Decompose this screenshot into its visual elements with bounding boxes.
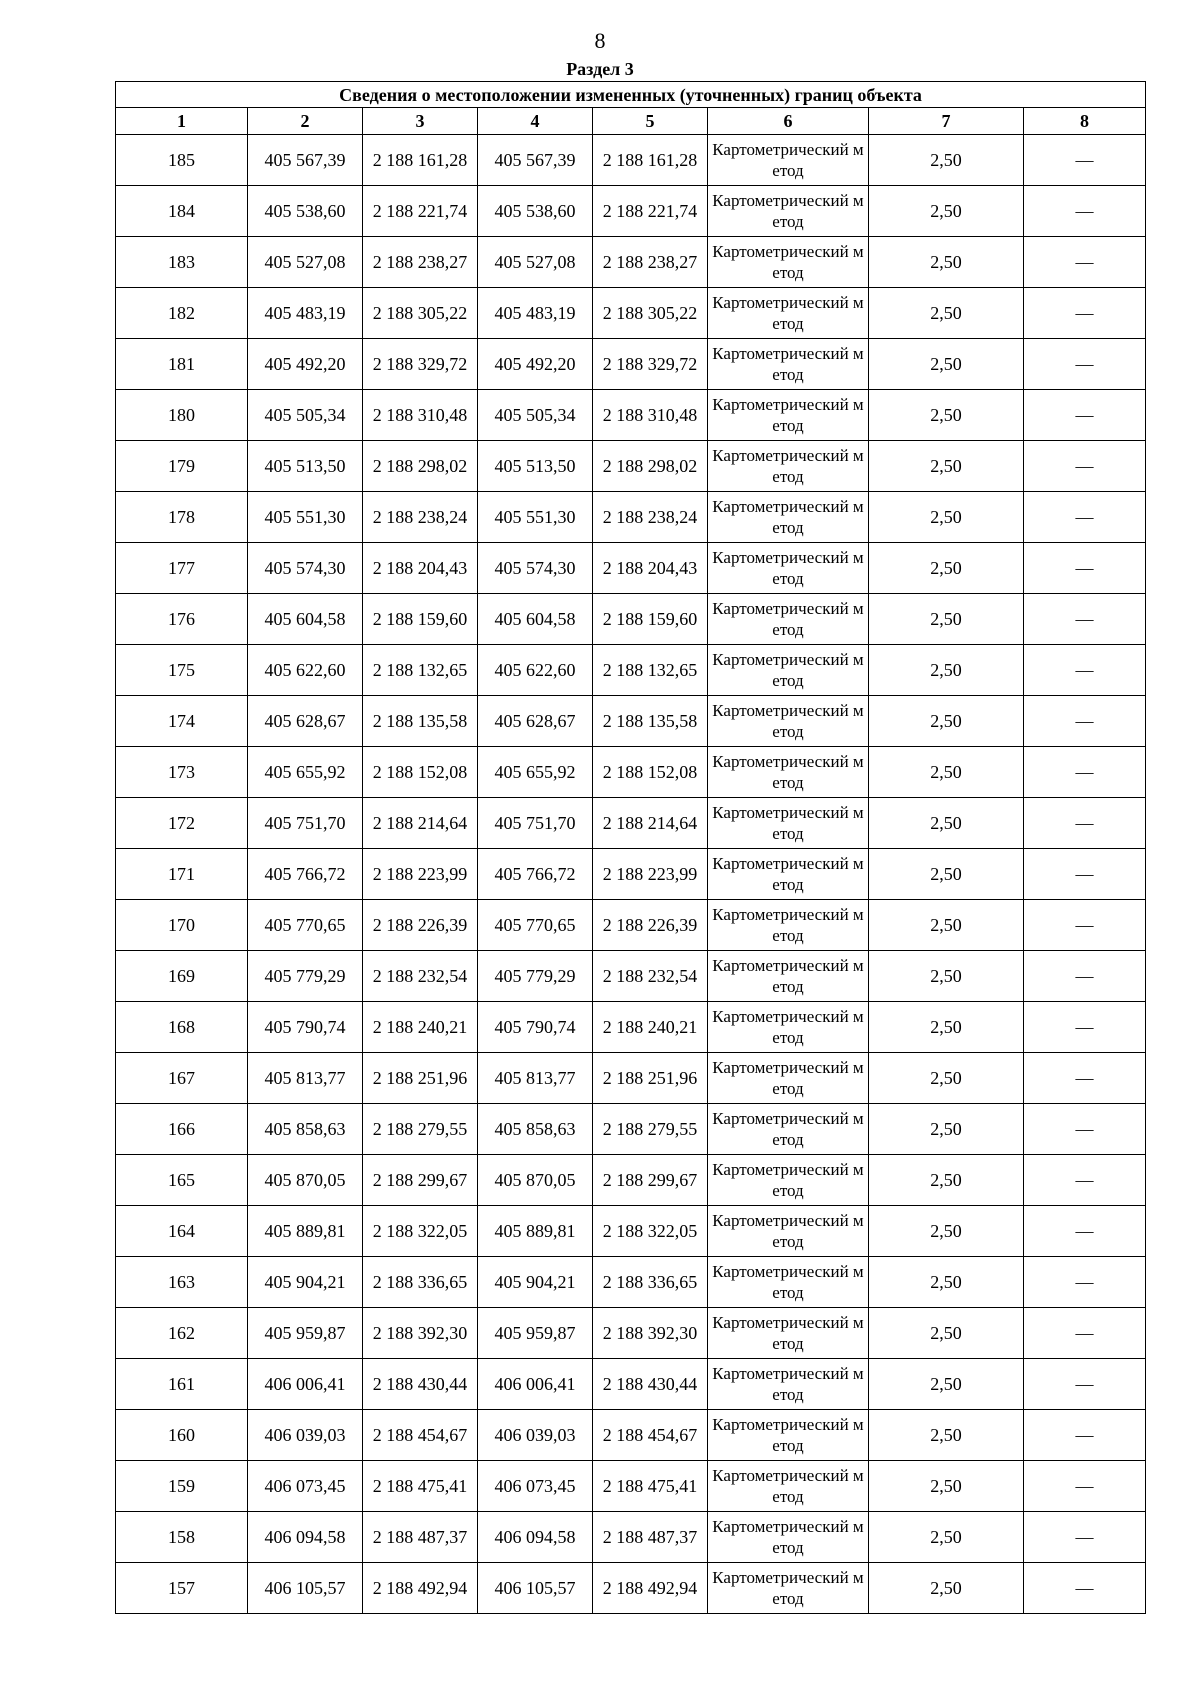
accuracy-cell: 2,50	[869, 1257, 1024, 1308]
x-existing-cell: 406 039,03	[248, 1410, 363, 1461]
x-existing-cell: 405 622,60	[248, 645, 363, 696]
table-body	[116, 135, 1146, 1614]
table-row	[116, 1563, 1146, 1614]
point-number-cell: 168	[116, 1002, 248, 1053]
column-number-7: 7	[869, 108, 1024, 135]
accuracy-cell: 2,50	[869, 1053, 1024, 1104]
x-new-cell: 405 870,05	[478, 1155, 593, 1206]
y-existing-cell: 2 188 159,60	[363, 594, 478, 645]
description-cell: —	[1024, 1206, 1146, 1257]
accuracy-cell: 2,50	[869, 696, 1024, 747]
method-cell: Картометрический метод	[708, 1104, 869, 1155]
point-number-cell: 178	[116, 492, 248, 543]
point-number-cell: 172	[116, 798, 248, 849]
x-new-cell: 405 492,20	[478, 339, 593, 390]
accuracy-cell: 2,50	[869, 798, 1024, 849]
column-number-4: 4	[478, 108, 593, 135]
table-row	[116, 288, 1146, 339]
y-new-cell: 2 188 221,74	[593, 186, 708, 237]
description-cell: —	[1024, 1308, 1146, 1359]
y-new-cell: 2 188 204,43	[593, 543, 708, 594]
description-cell: —	[1024, 1257, 1146, 1308]
accuracy-cell: 2,50	[869, 1002, 1024, 1053]
y-existing-cell: 2 188 221,74	[363, 186, 478, 237]
x-new-cell: 405 889,81	[478, 1206, 593, 1257]
y-existing-cell: 2 188 232,54	[363, 951, 478, 1002]
method-cell: Картометрический метод	[708, 645, 869, 696]
y-existing-cell: 2 188 329,72	[363, 339, 478, 390]
y-existing-cell: 2 188 475,41	[363, 1461, 478, 1512]
y-existing-cell: 2 188 305,22	[363, 288, 478, 339]
table-row	[116, 135, 1146, 186]
method-cell: Картометрический метод	[708, 1359, 869, 1410]
point-number-cell: 180	[116, 390, 248, 441]
description-cell: —	[1024, 1002, 1146, 1053]
y-new-cell: 2 188 238,24	[593, 492, 708, 543]
table-row	[116, 900, 1146, 951]
description-cell: —	[1024, 441, 1146, 492]
point-number-cell: 173	[116, 747, 248, 798]
y-new-cell: 2 188 475,41	[593, 1461, 708, 1512]
method-cell: Картометрический метод	[708, 1155, 869, 1206]
point-number-cell: 158	[116, 1512, 248, 1563]
y-existing-cell: 2 188 279,55	[363, 1104, 478, 1155]
description-cell: —	[1024, 543, 1146, 594]
accuracy-cell: 2,50	[869, 849, 1024, 900]
y-existing-cell: 2 188 226,39	[363, 900, 478, 951]
table-row	[116, 1155, 1146, 1206]
y-existing-cell: 2 188 214,64	[363, 798, 478, 849]
y-new-cell: 2 188 329,72	[593, 339, 708, 390]
x-new-cell: 405 655,92	[478, 747, 593, 798]
accuracy-cell: 2,50	[869, 390, 1024, 441]
y-existing-cell: 2 188 310,48	[363, 390, 478, 441]
table-row	[116, 1359, 1146, 1410]
y-new-cell: 2 188 336,65	[593, 1257, 708, 1308]
point-number-cell: 177	[116, 543, 248, 594]
table-row	[116, 1461, 1146, 1512]
y-new-cell: 2 188 240,21	[593, 1002, 708, 1053]
point-number-cell: 174	[116, 696, 248, 747]
accuracy-cell: 2,50	[869, 1461, 1024, 1512]
point-number-cell: 185	[116, 135, 248, 186]
accuracy-cell: 2,50	[869, 135, 1024, 186]
method-cell: Картометрический метод	[708, 900, 869, 951]
table-row	[116, 441, 1146, 492]
y-existing-cell: 2 188 238,27	[363, 237, 478, 288]
y-new-cell: 2 188 430,44	[593, 1359, 708, 1410]
y-new-cell: 2 188 305,22	[593, 288, 708, 339]
x-new-cell: 405 538,60	[478, 186, 593, 237]
method-cell: Картометрический метод	[708, 696, 869, 747]
method-cell: Картометрический метод	[708, 237, 869, 288]
table-row	[116, 1053, 1146, 1104]
x-new-cell: 405 551,30	[478, 492, 593, 543]
accuracy-cell: 2,50	[869, 288, 1024, 339]
table-row	[116, 1410, 1146, 1461]
x-new-cell: 406 105,57	[478, 1563, 593, 1614]
table-row	[116, 747, 1146, 798]
method-cell: Картометрический метод	[708, 441, 869, 492]
accuracy-cell: 2,50	[869, 441, 1024, 492]
table-row	[116, 543, 1146, 594]
point-number-cell: 162	[116, 1308, 248, 1359]
x-existing-cell: 405 492,20	[248, 339, 363, 390]
method-cell: Картометрический метод	[708, 1410, 869, 1461]
y-existing-cell: 2 188 298,02	[363, 441, 478, 492]
description-cell: —	[1024, 747, 1146, 798]
method-cell: Картометрический метод	[708, 186, 869, 237]
accuracy-cell: 2,50	[869, 237, 1024, 288]
x-new-cell: 405 766,72	[478, 849, 593, 900]
x-new-cell: 406 006,41	[478, 1359, 593, 1410]
y-new-cell: 2 188 310,48	[593, 390, 708, 441]
x-new-cell: 405 790,74	[478, 1002, 593, 1053]
x-new-cell: 405 604,58	[478, 594, 593, 645]
method-cell: Картометрический метод	[708, 339, 869, 390]
method-cell: Картометрический метод	[708, 390, 869, 441]
x-existing-cell: 405 527,08	[248, 237, 363, 288]
point-number-cell: 184	[116, 186, 248, 237]
description-cell: —	[1024, 696, 1146, 747]
x-new-cell: 405 751,70	[478, 798, 593, 849]
y-new-cell: 2 188 392,30	[593, 1308, 708, 1359]
y-new-cell: 2 188 226,39	[593, 900, 708, 951]
x-existing-cell: 405 813,77	[248, 1053, 363, 1104]
y-new-cell: 2 188 232,54	[593, 951, 708, 1002]
description-cell: —	[1024, 288, 1146, 339]
y-new-cell: 2 188 299,67	[593, 1155, 708, 1206]
x-new-cell: 405 904,21	[478, 1257, 593, 1308]
y-new-cell: 2 188 454,67	[593, 1410, 708, 1461]
x-new-cell: 405 770,65	[478, 900, 593, 951]
method-cell: Картометрический метод	[708, 1512, 869, 1563]
y-new-cell: 2 188 492,94	[593, 1563, 708, 1614]
y-existing-cell: 2 188 392,30	[363, 1308, 478, 1359]
x-existing-cell: 405 959,87	[248, 1308, 363, 1359]
point-number-cell: 176	[116, 594, 248, 645]
point-number-cell: 183	[116, 237, 248, 288]
x-new-cell: 406 039,03	[478, 1410, 593, 1461]
y-new-cell: 2 188 487,37	[593, 1512, 708, 1563]
x-existing-cell: 405 770,65	[248, 900, 363, 951]
x-existing-cell: 406 006,41	[248, 1359, 363, 1410]
description-cell: —	[1024, 900, 1146, 951]
description-cell: —	[1024, 135, 1146, 186]
y-existing-cell: 2 188 132,65	[363, 645, 478, 696]
y-new-cell: 2 188 322,05	[593, 1206, 708, 1257]
method-cell: Картометрический метод	[708, 492, 869, 543]
x-new-cell: 405 959,87	[478, 1308, 593, 1359]
point-number-cell: 182	[116, 288, 248, 339]
y-new-cell: 2 188 159,60	[593, 594, 708, 645]
accuracy-cell: 2,50	[869, 1104, 1024, 1155]
accuracy-cell: 2,50	[869, 1206, 1024, 1257]
x-new-cell: 405 858,63	[478, 1104, 593, 1155]
table-row	[116, 1512, 1146, 1563]
table-row	[116, 390, 1146, 441]
table-row	[116, 1104, 1146, 1155]
method-cell: Картометрический метод	[708, 1461, 869, 1512]
table-caption: Сведения о местоположении измененных (уточненных) границ объекта	[116, 82, 1146, 108]
y-new-cell: 2 188 279,55	[593, 1104, 708, 1155]
y-existing-cell: 2 188 492,94	[363, 1563, 478, 1614]
description-cell: —	[1024, 1155, 1146, 1206]
table-row	[116, 798, 1146, 849]
table-row	[116, 237, 1146, 288]
x-new-cell: 405 622,60	[478, 645, 593, 696]
point-number-cell: 165	[116, 1155, 248, 1206]
accuracy-cell: 2,50	[869, 1512, 1024, 1563]
accuracy-cell: 2,50	[869, 492, 1024, 543]
x-existing-cell: 405 628,67	[248, 696, 363, 747]
method-cell: Картометрический метод	[708, 951, 869, 1002]
point-number-cell: 175	[116, 645, 248, 696]
table-row	[116, 696, 1146, 747]
column-number-5: 5	[593, 108, 708, 135]
accuracy-cell: 2,50	[869, 1308, 1024, 1359]
method-cell: Картометрический метод	[708, 849, 869, 900]
x-existing-cell: 405 513,50	[248, 441, 363, 492]
point-number-cell: 164	[116, 1206, 248, 1257]
x-existing-cell: 405 904,21	[248, 1257, 363, 1308]
y-existing-cell: 2 188 487,37	[363, 1512, 478, 1563]
accuracy-cell: 2,50	[869, 543, 1024, 594]
description-cell: —	[1024, 1410, 1146, 1461]
x-existing-cell: 405 538,60	[248, 186, 363, 237]
x-existing-cell: 405 567,39	[248, 135, 363, 186]
y-new-cell: 2 188 214,64	[593, 798, 708, 849]
table-row	[116, 1206, 1146, 1257]
description-cell: —	[1024, 339, 1146, 390]
y-new-cell: 2 188 161,28	[593, 135, 708, 186]
method-cell: Картометрический метод	[708, 543, 869, 594]
x-existing-cell: 405 483,19	[248, 288, 363, 339]
table-row	[116, 645, 1146, 696]
method-cell: Картометрический метод	[708, 1257, 869, 1308]
y-new-cell: 2 188 223,99	[593, 849, 708, 900]
x-existing-cell: 405 505,34	[248, 390, 363, 441]
description-cell: —	[1024, 1053, 1146, 1104]
x-existing-cell: 405 655,92	[248, 747, 363, 798]
y-existing-cell: 2 188 238,24	[363, 492, 478, 543]
y-existing-cell: 2 188 240,21	[363, 1002, 478, 1053]
method-cell: Картометрический метод	[708, 135, 869, 186]
x-new-cell: 405 567,39	[478, 135, 593, 186]
x-existing-cell: 405 790,74	[248, 1002, 363, 1053]
y-existing-cell: 2 188 161,28	[363, 135, 478, 186]
y-existing-cell: 2 188 251,96	[363, 1053, 478, 1104]
x-new-cell: 405 527,08	[478, 237, 593, 288]
accuracy-cell: 2,50	[869, 339, 1024, 390]
y-existing-cell: 2 188 454,67	[363, 1410, 478, 1461]
table-row	[116, 186, 1146, 237]
x-new-cell: 406 094,58	[478, 1512, 593, 1563]
method-cell: Картометрический метод	[708, 747, 869, 798]
x-new-cell: 405 505,34	[478, 390, 593, 441]
table-row	[116, 1257, 1146, 1308]
x-new-cell: 405 574,30	[478, 543, 593, 594]
x-existing-cell: 405 766,72	[248, 849, 363, 900]
description-cell: —	[1024, 1104, 1146, 1155]
y-existing-cell: 2 188 152,08	[363, 747, 478, 798]
x-existing-cell: 406 094,58	[248, 1512, 363, 1563]
point-number-cell: 171	[116, 849, 248, 900]
section-title: Раздел 3	[566, 59, 634, 79]
method-cell: Картометрический метод	[708, 594, 869, 645]
x-existing-cell: 405 889,81	[248, 1206, 363, 1257]
accuracy-cell: 2,50	[869, 1563, 1024, 1614]
point-number-cell: 181	[116, 339, 248, 390]
y-new-cell: 2 188 298,02	[593, 441, 708, 492]
point-number-cell: 179	[116, 441, 248, 492]
description-cell: —	[1024, 849, 1146, 900]
accuracy-cell: 2,50	[869, 1155, 1024, 1206]
table-row	[116, 849, 1146, 900]
accuracy-cell: 2,50	[869, 645, 1024, 696]
x-new-cell: 405 483,19	[478, 288, 593, 339]
x-existing-cell: 405 551,30	[248, 492, 363, 543]
page-number: 8	[594, 28, 606, 53]
x-existing-cell: 406 105,57	[248, 1563, 363, 1614]
table-row	[116, 594, 1146, 645]
method-cell: Картометрический метод	[708, 1308, 869, 1359]
y-new-cell: 2 188 152,08	[593, 747, 708, 798]
accuracy-cell: 2,50	[869, 594, 1024, 645]
method-cell: Картометрический метод	[708, 1053, 869, 1104]
method-cell: Картометрический метод	[708, 1206, 869, 1257]
point-number-cell: 163	[116, 1257, 248, 1308]
accuracy-cell: 2,50	[869, 900, 1024, 951]
y-existing-cell: 2 188 430,44	[363, 1359, 478, 1410]
point-number-cell: 161	[116, 1359, 248, 1410]
description-cell: —	[1024, 645, 1146, 696]
point-number-cell: 166	[116, 1104, 248, 1155]
x-existing-cell: 405 779,29	[248, 951, 363, 1002]
column-number-3: 3	[363, 108, 478, 135]
table-row	[116, 492, 1146, 543]
table-row	[116, 1002, 1146, 1053]
table-row	[116, 951, 1146, 1002]
accuracy-cell: 2,50	[869, 186, 1024, 237]
y-new-cell: 2 188 238,27	[593, 237, 708, 288]
accuracy-cell: 2,50	[869, 1359, 1024, 1410]
description-cell: —	[1024, 390, 1146, 441]
method-cell: Картометрический метод	[708, 798, 869, 849]
x-existing-cell: 405 858,63	[248, 1104, 363, 1155]
x-existing-cell: 405 604,58	[248, 594, 363, 645]
column-number-2: 2	[248, 108, 363, 135]
coordinates-table	[115, 81, 1146, 1614]
column-number-8: 8	[1024, 108, 1146, 135]
y-existing-cell: 2 188 299,67	[363, 1155, 478, 1206]
y-existing-cell: 2 188 336,65	[363, 1257, 478, 1308]
description-cell: —	[1024, 1563, 1146, 1614]
x-new-cell: 406 073,45	[478, 1461, 593, 1512]
description-cell: —	[1024, 492, 1146, 543]
x-existing-cell: 405 870,05	[248, 1155, 363, 1206]
column-number-6: 6	[708, 108, 869, 135]
x-existing-cell: 405 574,30	[248, 543, 363, 594]
description-cell: —	[1024, 951, 1146, 1002]
x-existing-cell: 405 751,70	[248, 798, 363, 849]
description-cell: —	[1024, 798, 1146, 849]
y-new-cell: 2 188 251,96	[593, 1053, 708, 1104]
x-new-cell: 405 813,77	[478, 1053, 593, 1104]
point-number-cell: 159	[116, 1461, 248, 1512]
x-new-cell: 405 628,67	[478, 696, 593, 747]
y-existing-cell: 2 188 204,43	[363, 543, 478, 594]
point-number-cell: 169	[116, 951, 248, 1002]
description-cell: —	[1024, 594, 1146, 645]
table-row	[116, 339, 1146, 390]
y-new-cell: 2 188 132,65	[593, 645, 708, 696]
accuracy-cell: 2,50	[869, 951, 1024, 1002]
accuracy-cell: 2,50	[869, 1410, 1024, 1461]
y-existing-cell: 2 188 135,58	[363, 696, 478, 747]
accuracy-cell: 2,50	[869, 747, 1024, 798]
x-new-cell: 405 779,29	[478, 951, 593, 1002]
x-existing-cell: 406 073,45	[248, 1461, 363, 1512]
x-new-cell: 405 513,50	[478, 441, 593, 492]
description-cell: —	[1024, 1359, 1146, 1410]
table-row	[116, 1308, 1146, 1359]
point-number-cell: 157	[116, 1563, 248, 1614]
y-new-cell: 2 188 135,58	[593, 696, 708, 747]
point-number-cell: 170	[116, 900, 248, 951]
description-cell: —	[1024, 237, 1146, 288]
description-cell: —	[1024, 186, 1146, 237]
method-cell: Картометрический метод	[708, 1563, 869, 1614]
method-cell: Картометрический метод	[708, 1002, 869, 1053]
y-existing-cell: 2 188 223,99	[363, 849, 478, 900]
method-cell: Картометрический метод	[708, 288, 869, 339]
y-existing-cell: 2 188 322,05	[363, 1206, 478, 1257]
description-cell: —	[1024, 1461, 1146, 1512]
point-number-cell: 160	[116, 1410, 248, 1461]
description-cell: —	[1024, 1512, 1146, 1563]
column-number-1: 1	[116, 108, 248, 135]
point-number-cell: 167	[116, 1053, 248, 1104]
column-number-row	[116, 108, 1146, 135]
